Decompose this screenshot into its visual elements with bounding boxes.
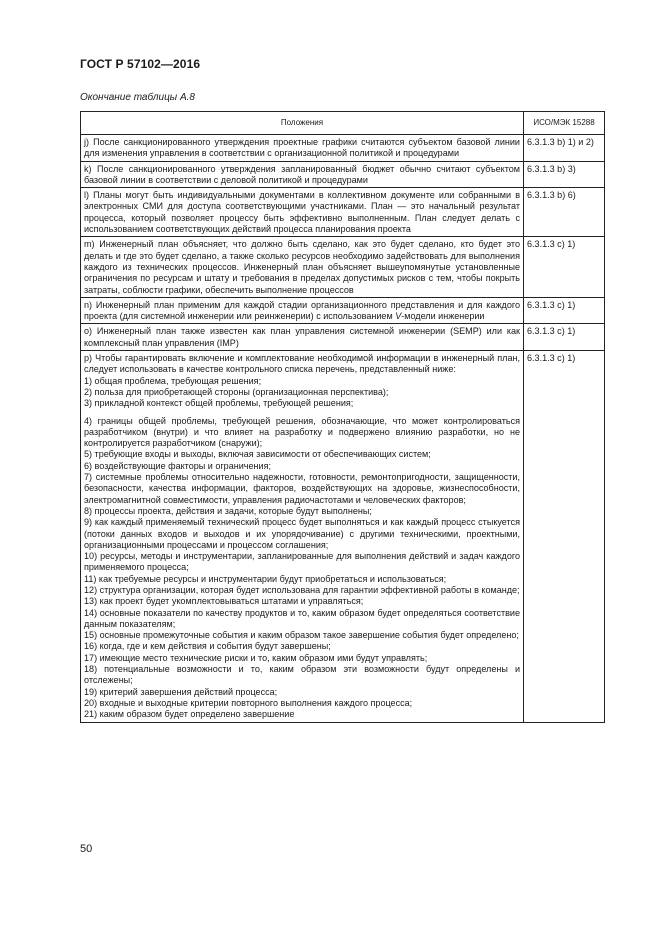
provision-text: m) Инженерный план объясняет, что должно быть сделано, как это будет сделано, кто будет это делать и где это будет сделано, а также сколько ресурсов необходимо задействовать для выполнения каждого из технических процессов. Инженерный план объясняет вышеупомянутые установленные ограничения по ресурсам и штату и требования в пределах допустимых рисков с тем, чтобы покрыть затраты, соблюсти графики, обеспечить выполнение процессов xyxy=(81,237,524,297)
table-header-row xyxy=(81,112,605,135)
table-row xyxy=(81,161,605,188)
table-row xyxy=(81,297,605,324)
provision-text-part: n) Инженерный план применим для каждой стадии организационного представления и для каждого проекта (для системной инженерии или реинженерии) с использованием xyxy=(84,299,520,322)
iso-reference: 6.3.1.3 c) 1) xyxy=(524,351,605,723)
checklist-item: 3) прикладной контекст общей проблемы, требующей решения; xyxy=(84,398,354,409)
table-row xyxy=(81,324,605,351)
iso-reference: 6.3.1.3 b) 1) и 2) xyxy=(524,135,605,162)
checklist-item: 19) критерий завершения действий процесса; xyxy=(84,686,278,697)
checklist-item: 15) основные промежуточные события и каким образом такое завершение события будет определено; xyxy=(84,630,519,641)
provision-text: o) Инженерный план также известен как план управления системной инженерии (SEMP) или как комплексный план управления (IMP) xyxy=(81,324,524,351)
checklist-item: 4) границы общей проблемы, требующей решения, обозначающие, что может контролироваться разработчиком (внутри) и что влияет на разработку и подвержено влиянию разработки, но не контролируется разработчиком (снаружи); xyxy=(84,415,520,449)
table-row xyxy=(81,351,605,723)
checklist-item: 11) как требуемые ресурсы и инструментарии будут приобретаться и использоваться; xyxy=(84,573,447,584)
checklist-group-1 xyxy=(84,376,520,410)
checklist-item: 12) структура организации, которая будет использована для гарантии эффективной работы в команде; xyxy=(84,584,520,595)
provision-text: j) После санкционированного утверждения проектные графики считаются субъектом базовой линии для изменения управления в соответствии с организационной политикой и процедурами xyxy=(81,135,524,162)
checklist-item: 16) когда, где и кем действия и события будут завершены; xyxy=(84,641,331,652)
provision-checklist xyxy=(81,351,524,723)
standard-header: ГОСТ Р 57102—2016 xyxy=(80,57,201,71)
checklist-item: 18) потенциальные возможности и то, каким образом эти возможности будут определены и отслежены; xyxy=(84,664,520,686)
checklist-item: 5) требующие входы и выходы, включая зависимости от обеспечивающих систем; xyxy=(84,449,431,460)
checklist-item: 17) имеющие место технические риски и то, каким образом ими будут управлять; xyxy=(84,652,428,663)
table-row xyxy=(81,135,605,162)
checklist-item: 7) системные проблемы относительно надежности, готовности, ремонтопригодности, защищенности, безопасности, качества информации, факторов, воздействующих на здоровье, жизнеспособности, электромагнитной совместимости, управления радиочастотами и человеческих факторов; xyxy=(84,472,520,505)
checklist-item: 2) польза для приобретающей стороны (организационная перспектива); xyxy=(84,386,389,397)
iso-reference: 6.3.1.3 c) 1) xyxy=(524,237,605,297)
checklist-item: 10) ресурсы, методы и инструментарии, запланированные для выполнения действий и задач каждого применяемого процесса; xyxy=(84,551,520,573)
iso-reference: 6.3.1.3 c) 1) xyxy=(524,324,605,351)
table-row xyxy=(81,237,605,297)
column-header-iso: ИСО/МЭК 15288 xyxy=(524,112,605,135)
iso-reference: 6.3.1.3 c) 1) xyxy=(524,297,605,324)
checklist-item: 21) каким образом будет определено завершение xyxy=(84,709,295,720)
checklist-item: 8) процессы проекта, действия и задачи, которые будут выполнены; xyxy=(84,505,372,516)
checklist-item: 9) как каждый применяемый технический процесс будет выполняться и как каждый процесс стыкуется (потоки данных входов и выходов и их упорядочивание) с другими техническими, проектными, организационными процессами и процессом соглашения; xyxy=(84,517,520,550)
page-number: 50 xyxy=(80,843,93,855)
checklist-group-2 xyxy=(84,416,520,721)
checklist-item: 13) как проект будет укомплектовываться штатами и управляться; xyxy=(84,596,364,607)
checklist-item: 1) общая проблема, требующая решения; xyxy=(84,375,262,386)
provision-text: k) После санкционированного утверждения запланированный бюджет обычно считают субъектом базовой линии в соответствии с деловой политикой и процедурами xyxy=(81,161,524,188)
column-header-provisions: Положения xyxy=(81,112,524,135)
checklist-intro: p) Чтобы гарантировать включение и комплектование необходимой информации в инженерный план, следует использовать в качестве контрольного списка перечень, представленный ниже: xyxy=(84,353,520,375)
iso-reference: 6.3.1.3 b) 3) xyxy=(524,161,605,188)
provisions-table xyxy=(80,111,605,723)
provision-text xyxy=(81,297,524,324)
table-row xyxy=(81,188,605,237)
provision-text-part: -модели инженерии xyxy=(401,311,485,322)
checklist-item: 14) основные показатели по качеству продуктов и то, каким образом будет определяться соответствие данным показателям; xyxy=(84,607,520,629)
table-caption: Окончание таблицы А.8 xyxy=(80,92,195,103)
checklist-item: 20) входные и выходные критерии повторного выполнения каждого процесса; xyxy=(84,697,413,708)
checklist-item: 6) воздействующие факторы и ограничения; xyxy=(84,460,272,471)
iso-reference: 6.3.1.3 b) 6) xyxy=(524,188,605,237)
provision-text: l) Планы могут быть индивидуальными документами в коллективном документе или собранными в электронных СМИ для доступа соответствующими участниками. План — это начальный результат процесса, который позволяет процессу быть эффективно выполненным. План следует делать с использованием соответствующих действий процесса планирования проекта xyxy=(81,188,524,237)
provision-text-italic: V xyxy=(395,311,402,322)
